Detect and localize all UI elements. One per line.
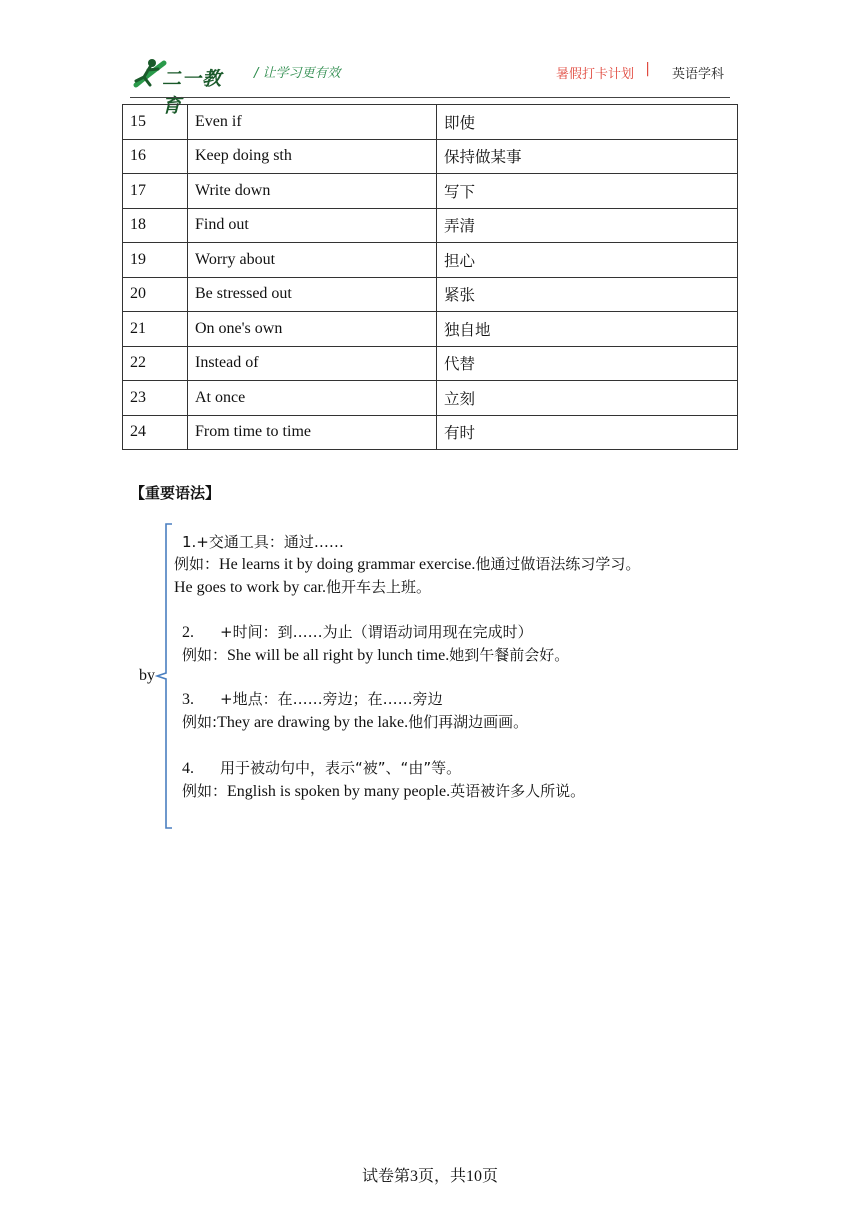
header-rule	[130, 97, 730, 98]
section-title: 【重要语法】	[130, 484, 221, 502]
row-english: Write down	[188, 174, 437, 209]
row-number: 22	[123, 346, 188, 381]
row-english: From time to time	[188, 415, 437, 450]
row-english: Find out	[188, 208, 437, 243]
row-english: Even if	[188, 105, 437, 140]
row-chinese: 即使	[437, 105, 738, 140]
row-chinese: 有时	[437, 415, 738, 450]
page-header	[130, 55, 730, 117]
row-english: Be stressed out	[188, 277, 437, 312]
table-row	[123, 277, 738, 312]
vocab-table	[122, 104, 738, 450]
table-row	[123, 346, 738, 381]
row-number: 17	[123, 174, 188, 209]
table-row	[123, 105, 738, 140]
grammar-rule-2: 2. +时间：到……为止（谓语动词用现在完成时）	[182, 623, 533, 641]
header-separator: |	[645, 61, 650, 77]
table-row	[123, 174, 738, 209]
page-footer: 试卷第3页，共10页	[361, 1168, 498, 1185]
row-number: 15	[123, 105, 188, 140]
table-row	[123, 381, 738, 416]
grammar-example-4: 例如：English is spoken by many people.英语被许多人所说。	[182, 782, 586, 800]
table-row	[123, 139, 738, 174]
row-chinese: 写下	[437, 174, 738, 209]
row-chinese: 保持做某事	[437, 139, 738, 174]
grammar-example-1b: He goes to work by car.他开车去上班。	[174, 578, 431, 596]
row-chinese: 立刻	[437, 381, 738, 416]
table-row	[123, 415, 738, 450]
row-english: Instead of	[188, 346, 437, 381]
row-chinese: 弄清	[437, 208, 738, 243]
slogan: / 让学习更有效	[254, 66, 341, 81]
grammar-rule-1: 1.+交通工具：通过……	[182, 533, 344, 551]
grammar-example-1a: 例如：He learns it by doing grammar exercise.他通过做语法练习学习。	[174, 555, 641, 573]
table-row	[123, 312, 738, 347]
table-row	[123, 208, 738, 243]
grammar-rule-4: 4. 用于被动句中，表示“被”、“由”等。	[182, 759, 462, 777]
row-number: 20	[123, 277, 188, 312]
grammar-keyword: by	[139, 667, 155, 684]
brand-logo	[130, 55, 240, 117]
row-chinese: 代替	[437, 346, 738, 381]
row-english: On one's own	[188, 312, 437, 347]
row-number: 19	[123, 243, 188, 278]
logo-text: 二一教育	[162, 68, 223, 117]
row-number: 24	[123, 415, 188, 450]
grammar-example-2: 例如：She will be all right by lunch time.她到午餐前会好。	[182, 646, 570, 664]
subject-label: 英语学科	[671, 67, 724, 82]
plan-label: 暑假打卡计划	[555, 67, 634, 82]
row-chinese: 独自地	[437, 312, 738, 347]
grammar-example-3: 例如:They are drawing by the lake.他们再湖边画画。	[182, 713, 529, 731]
left-brace-icon	[155, 523, 175, 833]
row-chinese: 紧张	[437, 277, 738, 312]
row-english: Worry about	[188, 243, 437, 278]
row-number: 16	[123, 139, 188, 174]
row-number: 21	[123, 312, 188, 347]
row-chinese: 担心	[437, 243, 738, 278]
row-number: 18	[123, 208, 188, 243]
row-english: At once	[188, 381, 437, 416]
table-row	[123, 243, 738, 278]
grammar-rule-3: 3. +地点：在……旁边；在……旁边	[182, 690, 443, 708]
row-english: Keep doing sth	[188, 139, 437, 174]
row-number: 23	[123, 381, 188, 416]
